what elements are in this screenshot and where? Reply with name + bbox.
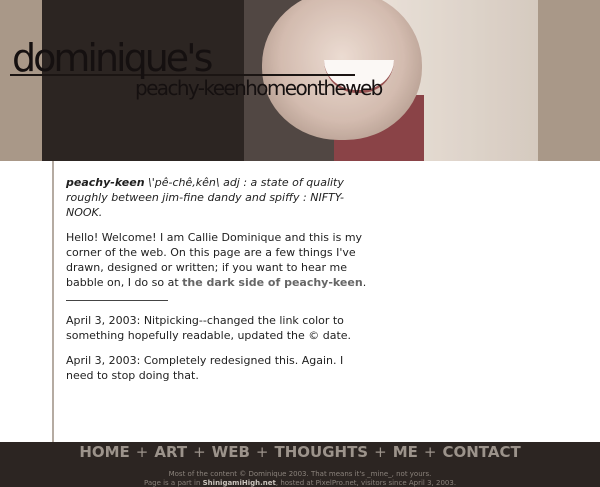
update-entry: April 3, 2003: Nitpicking--changed the link color to something hopefully readable, updated the © date. <box>66 314 352 342</box>
definition-term: peachy-keen <box>66 176 145 189</box>
nav-separator: + <box>255 443 269 461</box>
update-entry: April 3, 2003: Completely redesigned this. Again. I need to stop doing that. <box>66 354 344 382</box>
hosting-line: Page is a part in ShinigamiHigh.net, hosted at PixelPro.net, visitors since April 3, 2003. <box>143 479 457 487</box>
shinigamihigh-link[interactable]: ShinigamiHigh.net <box>202 479 276 487</box>
nav-separator: + <box>193 443 206 461</box>
footer <box>0 442 600 487</box>
header-banner <box>0 0 600 161</box>
nav-thoughts[interactable]: THOUGHTS <box>274 443 369 461</box>
definition-body: \'pê-chê,kên\ adj : a state of quality roughly between jim-fine dandy and spiffy : NIFTY-NOOK. <box>66 176 344 219</box>
copyright-line: Most of the content © Dominique 2003. That means it's _mine_, not yours. <box>168 470 432 478</box>
main-nav <box>0 443 600 461</box>
nav-me[interactable]: ME <box>392 443 418 461</box>
nav-contact[interactable]: CONTACT <box>442 443 521 461</box>
header-tan-strip-right <box>538 0 600 161</box>
dark-side-link[interactable]: the dark side of peachy-keen <box>182 276 363 289</box>
welcome-text: Hello! Welcome! I am Callie Dominique and this is my corner of the web. On this page are a few things I've drawn, designed or written; if you want to hear me babble on, I do so at <box>66 231 363 289</box>
site-subtitle: peachy-keenhomeontheweb <box>135 76 382 100</box>
content-divider-line <box>52 161 54 442</box>
nav-web[interactable]: WEB <box>211 443 250 461</box>
welcome-paragraph: Hello! Welcome! I am Callie Dominique and this is my corner of the web. On this page are a few things I've drawn, designed or written; if you want to hear me babble on, I do so at the dark side of peachy-keen. <box>66 231 367 289</box>
nav-home[interactable]: HOME <box>79 443 130 461</box>
nav-art[interactable]: ART <box>154 443 188 461</box>
section-rule <box>66 300 168 301</box>
header-tan-strip-left <box>0 0 42 161</box>
site-title: dominique's <box>12 36 211 80</box>
main-content <box>66 175 371 393</box>
definition <box>66 175 371 220</box>
nav-separator: + <box>374 443 387 461</box>
nav-separator: + <box>423 443 437 461</box>
nav-separator: + <box>135 443 149 461</box>
